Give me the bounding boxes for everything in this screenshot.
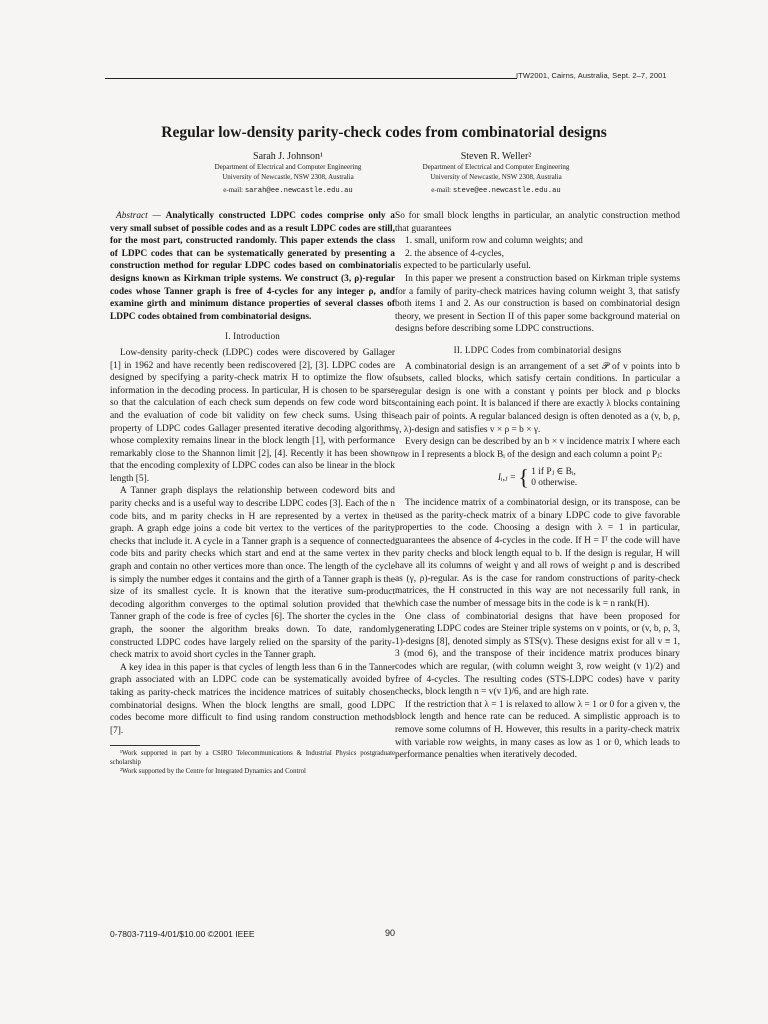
author-name: Steven R. Weller²: [460, 151, 532, 162]
abstract-body: Analytically constructed LDPC codes comprise only a very small subset of possible codes and as a result LDPC codes are still, for the most part, constructed randomly. This paper extends the class of LDPC codes that can be systematically generated by presenting a construction method for regular LDPC codes based on combinatorial designs known as Kirkman triple systems. We construct (3, ρ)-regular codes whose Tanner graph is free of 4-cycles for any integer ρ, and examine girth and minimum distance properties of several classes of LDPC codes obtained from combinatorial designs.: [110, 211, 395, 322]
incidence-equation: [395, 464, 680, 490]
abstract: [110, 210, 395, 323]
footer-isbn: 0-7803-7119-4/01/$10.00 ©2001 IEEE: [110, 929, 255, 939]
footnote-rule: [110, 745, 200, 746]
author-department: Department of Electrical and Computer Engineering: [214, 163, 362, 171]
equation-cases: [531, 467, 577, 489]
paragraph: The incidence matrix of a combinatorial design, or its transpose, can be used as the parity-check matrix of a binary LDPC code to give favorable properties to the code. Choosing a design with λ = 1 in particular, guarantees the absence of 4-cycles in the code. If H = Iᵀ the code will have v parity checks and block length equal to b. If the design is regular, H will have all its columns of weight γ and all rows of weight ρ and is described as (γ, ρ)-regular. As is the case for random constructions of parity-check matrices, the H constructed in this way are not necessarily full rank, in which case the number of message bits in the code is k = n rank(H).: [395, 498, 680, 610]
author-block-1: [178, 151, 398, 197]
author-email: [178, 184, 398, 197]
list-item: 1. small, uniform row and column weights; and: [405, 236, 583, 247]
author-block-2: [386, 151, 606, 197]
header-rule: [105, 78, 517, 79]
equation-case: 1 if Pⱼ ∈ Bᵢ,: [531, 467, 576, 478]
paragraph: If the restriction that λ = 1 is relaxed to allow λ = 1 or 0 for a given v, the block length and hence rate can be reduced. A simplistic approach is to remove some columns of H. However, this results in a parity-check matrix with variable row weights, in many cases as low as 1 or 0, which leads to performance penalties when iteratively decoded.: [395, 699, 680, 761]
paragraph: A combinatorial design is an arrangement of a set 𝒫 of v points into b subsets, called blocks, which satisfy certain conditions. In particular a regular design is one with a constant γ points per block and ρ blocks containing each point. It is balanced if there are exactly λ blocks containing each pair of points. A regular balanced design is often denoted as a (v, b, ρ, γ, λ)-design and satisfies v × ρ = b × γ.: [395, 361, 680, 435]
conference-header: ITW2001, Cairns, Australia, Sept. 2–7, 2001: [516, 71, 667, 80]
equation-lhs: Iᵢ,ⱼ =: [497, 473, 517, 484]
section-heading-ldpc-codes: II. LDPC Codes from combinatorial designs: [453, 344, 622, 355]
abstract-label: Abstract —: [116, 211, 161, 221]
paragraph: In this paper we present a construction based on Kirkman triple systems for a family of parity-check matrices having column weight 3, that satisfy both items 1 and 2. As our construction is based on combinatorial design theory, we present in Section II of this paper some background material on designs before describing some LDPC constructions.: [395, 273, 680, 335]
paper-title: Regular low-density parity-check codes from combinatorial designs: [161, 124, 607, 141]
author-name: Sarah J. Johnson¹: [253, 151, 323, 162]
author-university: University of Newcastle, NSW 2308, Australia: [430, 172, 562, 181]
left-column: [110, 210, 395, 777]
list-item: 2. the absence of 4-cycles,: [405, 248, 504, 259]
paragraph: So for small block lengths in particular, an analytic construction method that guarantees: [395, 211, 680, 234]
email-label: e-mail:: [431, 186, 452, 194]
paragraph: A Tanner graph displays the relationship between codeword bits and parity checks and is a useful way to describe LDPC codes [3]. Each of the n code bits, and m parity checks in H are represented by a vertex in the graph. A graph edge joins a code bit vertex to the vertices of the parity checks that include it. A cycle in a Tanner graph is a sequence of connected code bits and parity checks which start and end at the same vertex in the graph and contain no other vertices more than once. The length of the cycle is simply the number edges it contains and the girth of a Tanner graph is the size of its smallest cycle. It is known that the iterative sum-product decoding algorithm converges to the optimal solution provided that the Tanner graph of the code is free of cycles [6]. The shorter the cycles in the graph, the sooner the algorithm breaks down. To date, randomly constructed LDPC codes have largely relied on the sparsity of the parity-check matrix to avoid short cycles in the Tanner graph.: [110, 486, 395, 661]
paragraph: One class of combinatorial designs that have been proposed for generating LDPC codes are Steiner triple systems on v points, or (v, b, ρ, 3, 1)-designs [8], denoted simply as STS(v). These designs exist for all v ≡ 1, 3 (mod 6), and the transpose of their incidence matrix produces binary codes which are regular, (with column weight 3, row weight (v 1)/2) and free of 4-cycles. The resulting codes (STS-LDPC codes) have v parity checks, block length n = v(v 1)/6, and are high rate.: [395, 611, 680, 698]
email-address: sarah@ee.newcastle.edu.au: [244, 187, 353, 195]
paragraph: Low-density parity-check (LDPC) codes were discovered by Gallager [1] in 1962 and have recently been rediscovered [2], [3]. LDPC codes are designed by specifying a parity-check matrix H to optimize the flow of information in the decoding process. In particular, H is chosen to be sparse so that the calculation of each check sum depends on few code word bits and the evaluation of code bit validity on few check sums. Using this property of LDPC codes Gallager presented iterative decoding algorithms whose complexity remains linear in the block length [1], with performance remarkably close to the Shannon limit [2], [4]. Recently it has been shown that the encoding complexity of LDPC codes can also be linear in the block length [5].: [110, 347, 395, 484]
author-university: University of Newcastle, NSW 2308, Australia: [222, 172, 354, 181]
paragraph: is expected to be particularly useful.: [395, 261, 531, 272]
footnote-1: ¹Work supported in part by a CSIRO Telecommunications & Industrial Physics postgraduate scholarship: [110, 750, 395, 767]
paragraph: A key idea in this paper is that cycles of length less than 6 in the Tanner graph associated with an LDPC code can be systematically avoided by taking as parity-check matrices the incidence matrices of suitably chosen combinatorial designs. When the block lengths are small, good LDPC codes become more difficult to find using random construction methods [7].: [110, 662, 395, 736]
equation-case: 0 otherwise.: [531, 478, 578, 489]
paragraph: Every design can be described by an b × v incidence matrix I where each row in I represents a block Bᵢ of the design and each column a point Pⱼ:: [395, 437, 680, 460]
brace-glyph: {: [518, 464, 529, 490]
email-address: steve@ee.newcastle.edu.au: [452, 187, 561, 195]
section-heading-introduction: I. Introduction: [225, 331, 280, 342]
email-label: e-mail:: [223, 186, 244, 194]
page-number: 90: [385, 928, 396, 938]
author-email: [386, 184, 606, 197]
right-column: [395, 210, 680, 762]
footnote-2: ²Work supported by the Centre for Integrated Dynamics and Control: [120, 767, 306, 775]
author-department: Department of Electrical and Computer Engineering: [422, 163, 570, 171]
